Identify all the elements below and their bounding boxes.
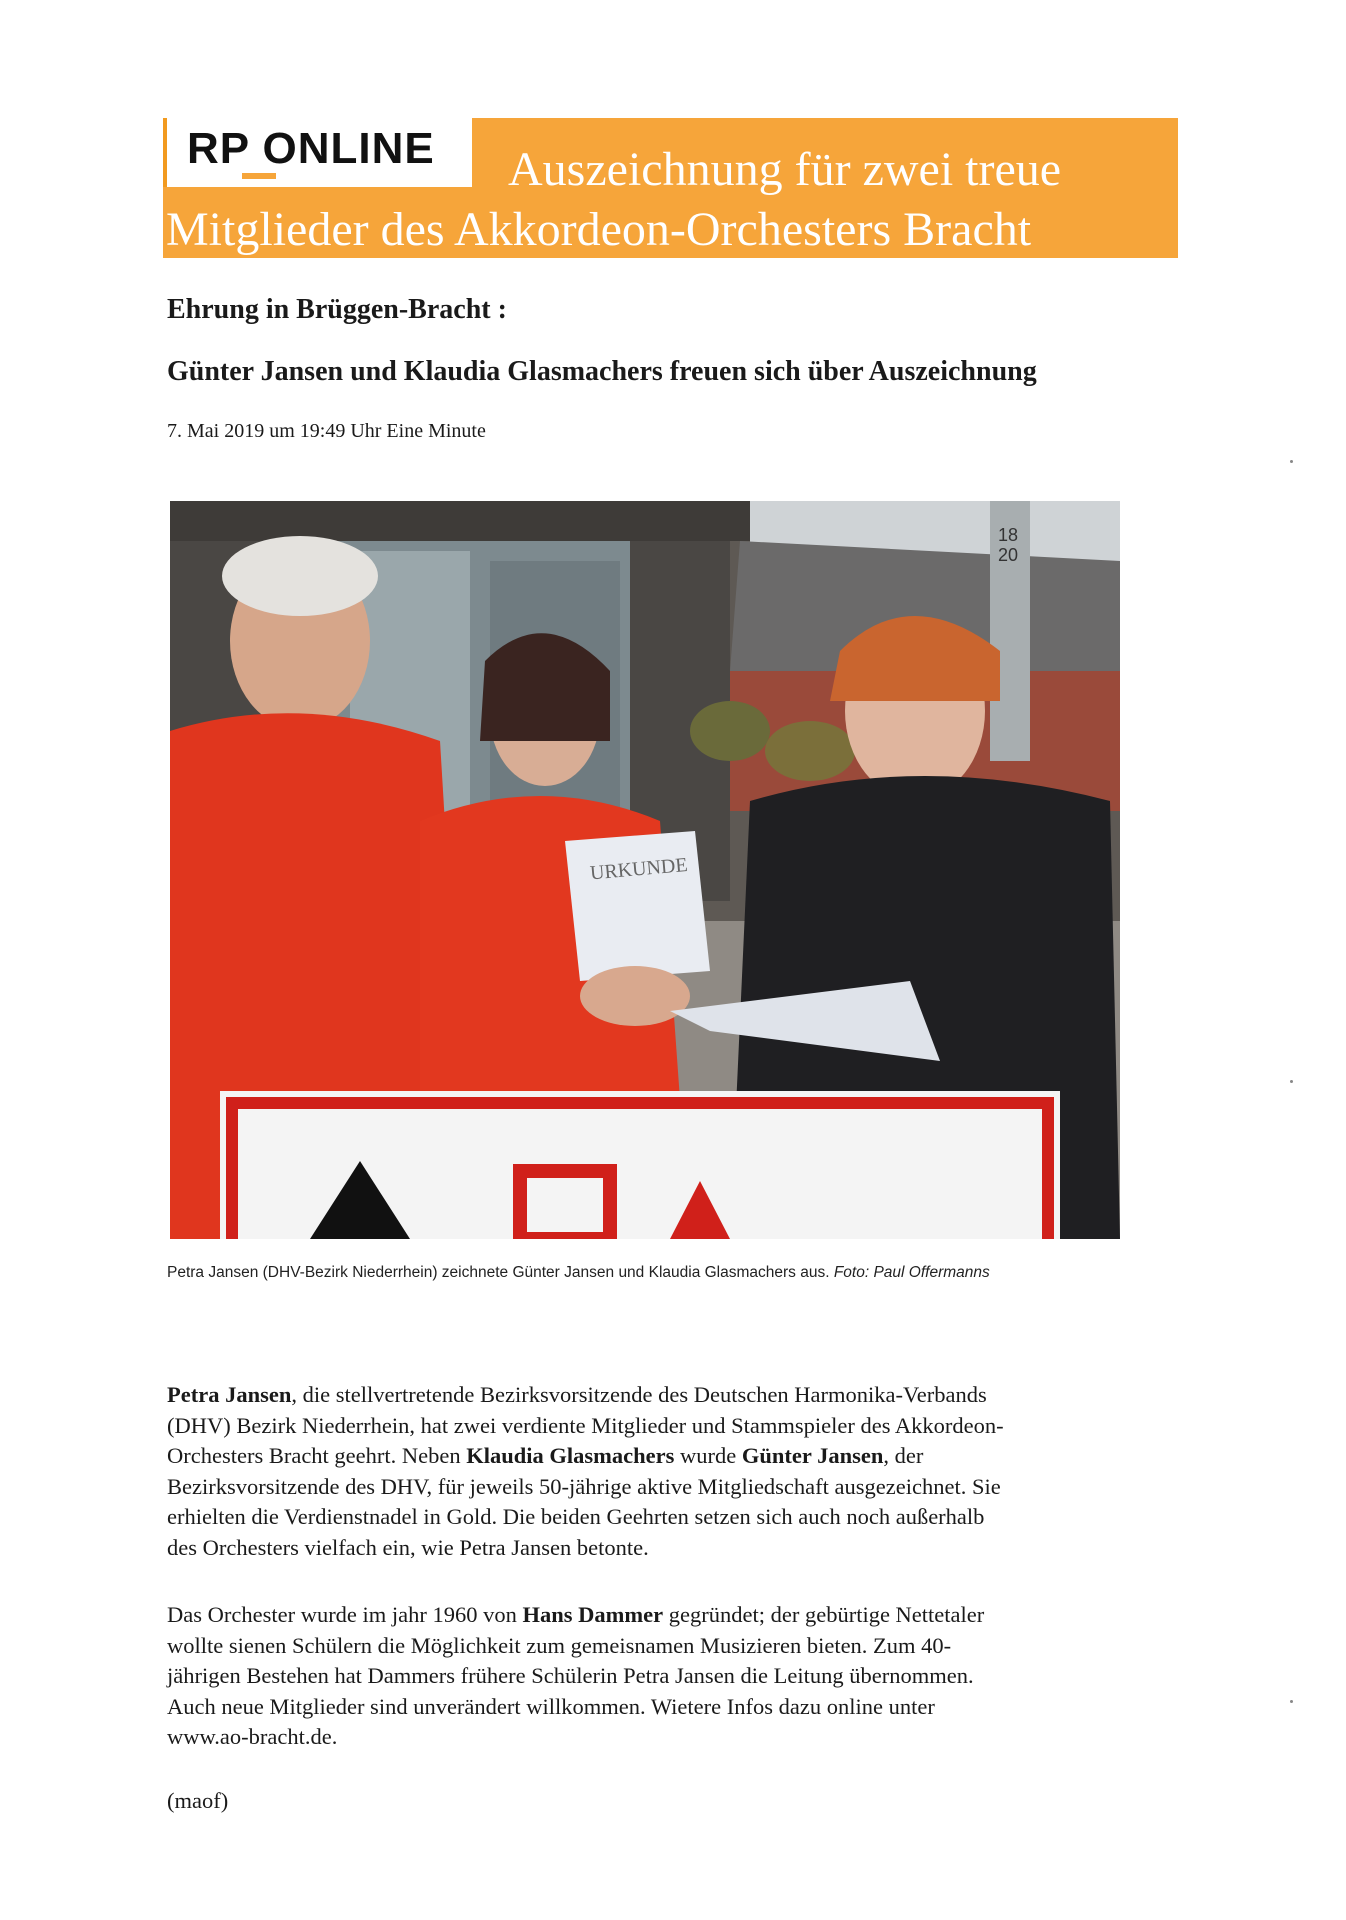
- bold-name: Hans Dammer: [522, 1602, 664, 1627]
- text-line: des Orchesters vielfach ein, wie Petra Jansen betonte.: [167, 1534, 649, 1560]
- bold-name: Klaudia Glasmachers: [466, 1443, 675, 1468]
- article-headline: Günter Jansen und Klaudia Glasmachers freuen sich über Auszeichnung: [167, 356, 1037, 387]
- caption-credit: Foto: Paul Offermanns: [833, 1264, 990, 1281]
- text-run: gegründet; der gebürtige Nettetaler: [663, 1602, 985, 1627]
- photo-caption: [167, 1264, 990, 1282]
- banner-title-line1: Auszeichnung für zwei treue: [508, 143, 1062, 196]
- text-line: Auch neue Mitglieder sind unverändert willkommen. Wietere Infos dazu online unter: [167, 1693, 935, 1719]
- text-run: wurde: [674, 1443, 742, 1468]
- logo-text: RP ONLINE: [187, 124, 435, 173]
- banner-title: [166, 140, 1176, 260]
- author-signature: (maof): [167, 1788, 229, 1813]
- banner-title-line2: Mitglieder des Akkordeon-Orchesters Bracht: [166, 203, 1032, 256]
- text-run: Das Orchester wurde im jahr 1960 von: [167, 1602, 523, 1627]
- sign-number-1: 18: [998, 525, 1019, 545]
- text-line: jährigen Bestehen hat Dammers frühere Schülerin Petra Jansen die Leitung übernommen.: [167, 1663, 974, 1688]
- certificate-text: URKUNDE: [589, 854, 689, 885]
- text-run: Orchesters Bracht geehrt. Neben: [167, 1443, 467, 1468]
- bold-name: Petra Jansen: [167, 1382, 292, 1407]
- text-run: , der: [883, 1443, 924, 1468]
- article-paragraph-1: [167, 1380, 1167, 1563]
- text-run: , die stellvertretende Bezirksvorsitzende des Deutschen Harmonika-Verbands: [291, 1382, 987, 1407]
- text-line: (DHV) Bezirk Niederrhein, hat zwei verdiente Mitglieder und Stammspieler des Akkordeon-: [167, 1412, 1004, 1438]
- text-line: Bezirksvorsitzende des DHV, für jeweils 50-jährige aktive Mitgliedschaft ausgezeichnet. Sie: [167, 1473, 1001, 1499]
- scan-speck: [1290, 460, 1293, 463]
- scan-speck: [1290, 1700, 1293, 1703]
- text-line: erhielten die Verdienstnadel in Gold. Die beiden Geehrten setzen sich auch noch außerhalb: [167, 1504, 985, 1529]
- caption-text: Petra Jansen (DHV-Bezirk Niederrhein) zeichnete Günter Jansen und Klaudia Glasmachers aus.: [167, 1264, 830, 1281]
- article-photo: [170, 501, 1120, 1239]
- text-line: wollte sienen Schülern die Möglichkeit zum gemeisnamen Musizieren bieten. Zum 40-: [167, 1632, 952, 1658]
- bold-name: Günter Jansen: [741, 1443, 884, 1468]
- article-dateline: 7. Mai 2019 um 19:49 Uhr Eine Minute: [167, 420, 486, 442]
- article-kicker: Ehrung in Brüggen-Bracht :: [167, 294, 507, 325]
- article-paragraph-2: [167, 1600, 1167, 1753]
- scan-speck: [1290, 1080, 1293, 1083]
- text-line: www.ao-bracht.de.: [167, 1724, 338, 1749]
- sign-number-2: 20: [998, 545, 1019, 565]
